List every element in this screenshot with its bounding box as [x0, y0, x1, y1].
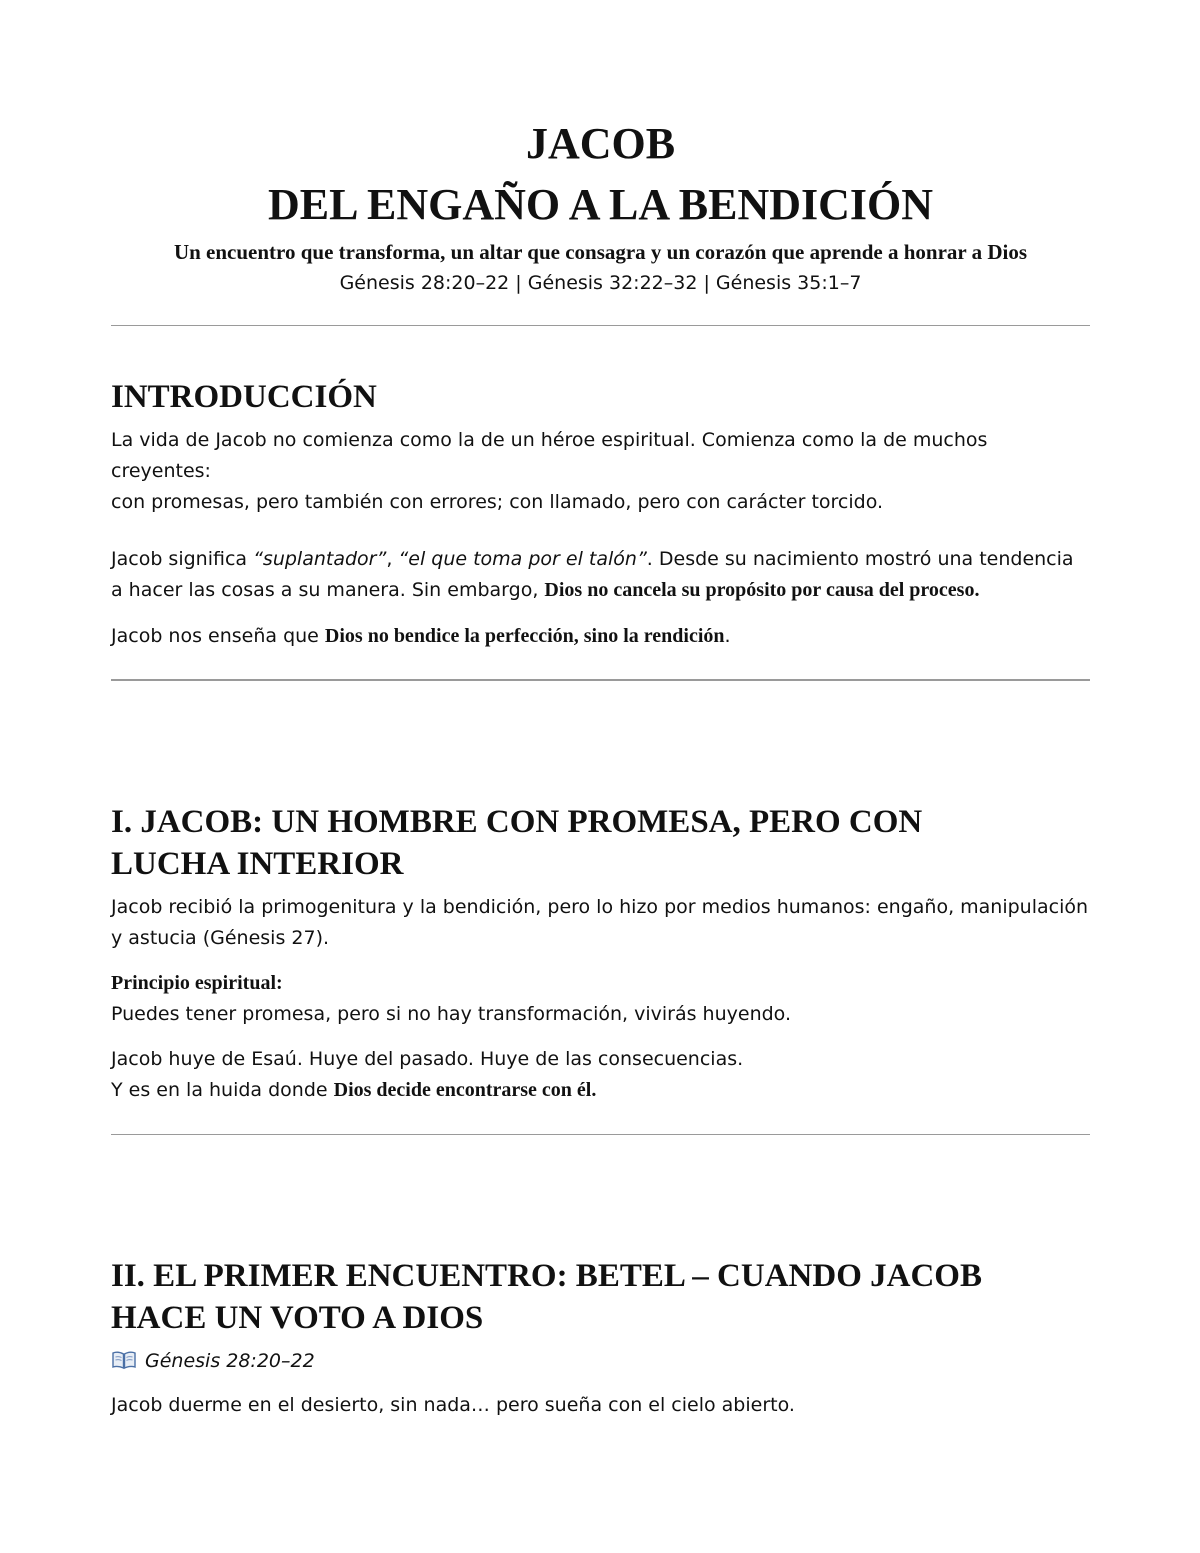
intro-p2-text-end: . Desde su nacimiento mostró una tendencia [646, 548, 1074, 570]
section1-p1-line1: Jacob recibió la primogenitura y la bendición, pero lo hizo por medios humanos: engaño, manipulación [111, 896, 1089, 918]
principle-label: Principio espiritual: [111, 972, 283, 994]
intro-p1-line1: La vida de Jacob no comienza como la de un héroe espiritual. Comienza como la de muchos creyentes: [111, 429, 988, 482]
divider [111, 325, 1090, 326]
section1-p3-line2: Y es en la huida donde [111, 1079, 334, 1101]
section1-heading-line2: LUCHA INTERIOR [111, 846, 404, 882]
intro-heading: INTRODUCCIÓN [111, 379, 377, 415]
intro-paragraph-1 [111, 425, 1090, 518]
principle-text: Puedes tener promesa, pero si no hay transformación, vivirás huyendo. [111, 1003, 792, 1025]
section2-heading-line2: HACE UN VOTO A DIOS [111, 1300, 484, 1336]
section2-paragraph-1: Jacob duerme en el desierto, sin nada… pero sueña con el cielo abierto. [111, 1394, 795, 1416]
document-subtitle: Un encuentro que transforma, un altar que consagra y un corazón que aprende a honrar a Dios [173, 240, 1028, 264]
section1-principle [111, 968, 1090, 1030]
section1-p3-line1: Jacob huye de Esaú. Huye del pasado. Huye de las consecuencias. [111, 1048, 744, 1070]
section1-paragraph-3 [111, 1044, 1090, 1106]
section1-p1-line2: y astucia (Génesis 27). [111, 927, 330, 949]
intro-p3-period: . [724, 625, 731, 647]
intro-paragraph-3 [111, 621, 1090, 652]
section1-p3-period: . [591, 1079, 597, 1101]
intro-paragraph-2 [111, 544, 1090, 606]
scripture-references: Génesis 28:20–22 | Génesis 32:22–32 | Génesis 35:1–7 [339, 272, 862, 294]
section2-heading [111, 1255, 1090, 1339]
divider [111, 679, 1090, 681]
document-title-line2: DEL ENGAÑO A LA BENDICIÓN [267, 180, 934, 229]
section2-reference-line [111, 1346, 1090, 1377]
intro-p2-text: Jacob significa [111, 548, 254, 570]
intro-p1-line2: con promesas, pero también con errores; con llamado, pero con carácter torcido. [111, 491, 884, 513]
section1-heading-line1: I. JACOB: UN HOMBRE CON PROMESA, PERO CON [111, 804, 923, 840]
open-book-icon [111, 1349, 137, 1369]
section2-heading-line1: II. EL PRIMER ENCUENTRO: BETEL – CUANDO JACOB [111, 1258, 982, 1294]
section1-p3-bold: Dios decide encontrarse con él [333, 1079, 592, 1101]
intro-p2-period: . [974, 579, 980, 601]
section1-paragraph-1 [111, 892, 1090, 954]
intro-p3-bold: Dios no bendice la perfección, sino la rendición [324, 625, 725, 647]
intro-p2-quote-2: “el que toma por el talón” [398, 548, 647, 570]
intro-p2-sep: , [386, 548, 399, 570]
intro-p2-quote-1: “suplantador” [253, 548, 387, 570]
section2-reference: Génesis 28:20–22 [145, 1350, 315, 1372]
section1-heading [111, 801, 1090, 885]
divider [111, 1134, 1090, 1135]
intro-p2-line2: a hacer las cosas a su manera. Sin embargo, [111, 579, 545, 601]
intro-p2-bold: Dios no cancela su propósito por causa del proceso [544, 579, 975, 601]
intro-p3-text: Jacob nos enseña que [111, 625, 325, 647]
document-title-line1: JACOB [525, 119, 676, 168]
